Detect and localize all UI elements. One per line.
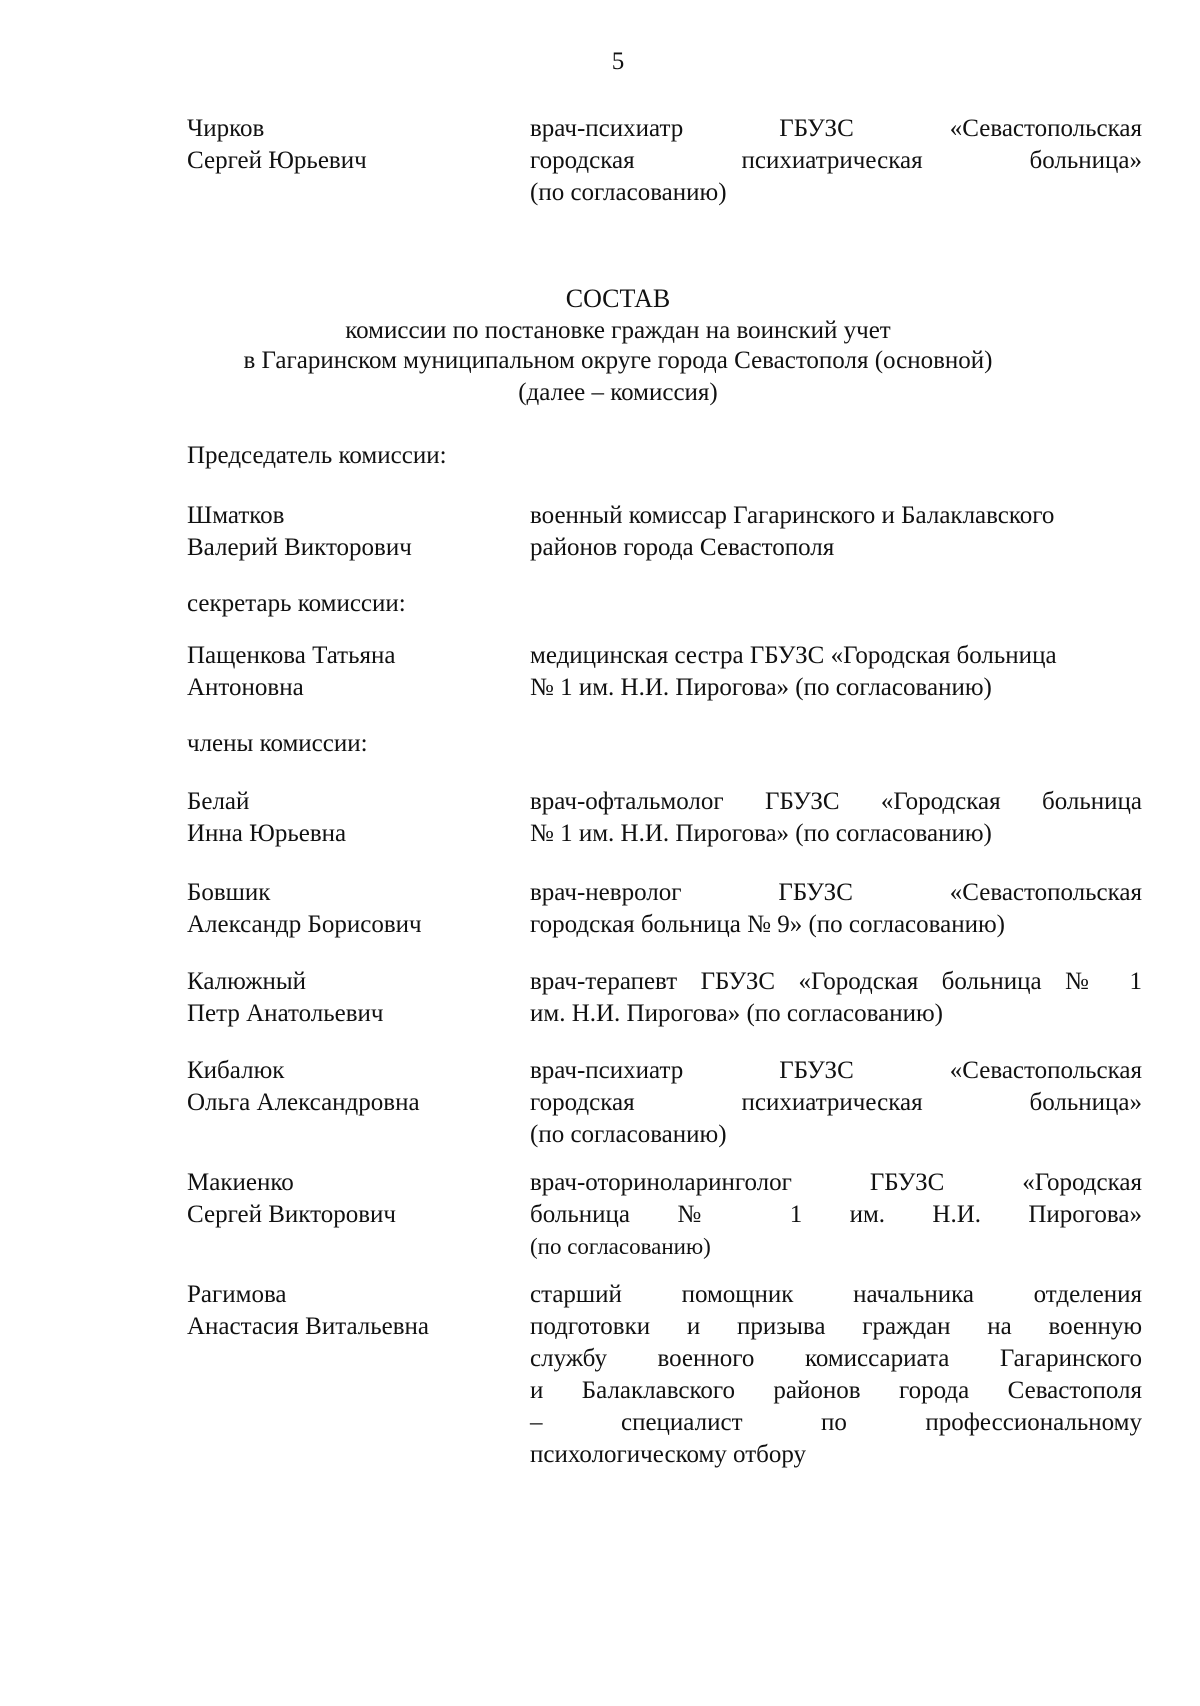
members-label: члены комиссии: <box>187 730 368 757</box>
person-role: врач-терапевт ГБУЗС «Городская больница № 1 им. Н.И. Пирогова» (по согласованию) <box>530 968 1142 1027</box>
person-role: врач-офтальмолог ГБУЗС «Городская больница № 1 им. Н.И. Пирогова» (по согласованию) <box>530 788 1142 847</box>
heading-line: в Гагаринском муниципальном округе города Севастополя (основной) <box>243 347 993 374</box>
person-name: Пащенкова Татьяна Антоновна <box>187 642 396 701</box>
person-name: Кибалюк Ольга Александровна <box>187 1057 420 1116</box>
person-name: Шматков Валерий Викторович <box>187 502 412 561</box>
page-number: 5 <box>611 48 625 75</box>
secretary-label: секретарь комиссии: <box>187 590 406 617</box>
person-name: Макиенко Сергей Викторович <box>187 1169 396 1228</box>
person-role: врач-оториноларинголог ГБУЗС «Городская больница № 1 им. Н.И. Пирогова» (по согласованию) <box>530 1169 1142 1259</box>
heading-line: (далее – комиссия) <box>518 379 718 406</box>
person-role: военный комиссар Гагаринского и Балаклавского районов города Севастополя <box>530 502 1055 561</box>
person-role: медицинская сестра ГБУЗС «Городская больница № 1 им. Н.И. Пирогова» (по согласованию) <box>530 642 1057 701</box>
person-name: Чирков Сергей Юрьевич <box>187 115 367 174</box>
person-role: врач-невролог ГБУЗС «Севастопольская городская больница № 9» (по согласованию) <box>530 879 1142 938</box>
chairman-label: Председатель комиссии: <box>187 442 447 469</box>
person-role: врач-психиатр ГБУЗС «Севастопольская городская психиатрическая больница» (по согласованию) <box>530 115 1142 206</box>
person-role: врач-психиатр ГБУЗС «Севастопольская городская психиатрическая больница» (по согласованию) <box>530 1057 1142 1148</box>
person-role: старший помощник начальника отделения подготовки и призыва граждан на военную службу военного комиссариата Гагаринского и Балаклавского районов города Севастополя – специалист по профессиональному психологическому отбору <box>530 1281 1142 1468</box>
person-name: Бовшик Александр Борисович <box>187 879 422 938</box>
heading-line: комиссии по постановке граждан на воинский учет <box>345 317 891 344</box>
person-name: Белай Инна Юрьевна <box>187 788 347 847</box>
person-name: Рагимова Анастасия Витальевна <box>187 1281 430 1340</box>
person-name: Калюжный Петр Анатольевич <box>187 968 384 1027</box>
section-title: СОСТАВ <box>565 284 671 313</box>
